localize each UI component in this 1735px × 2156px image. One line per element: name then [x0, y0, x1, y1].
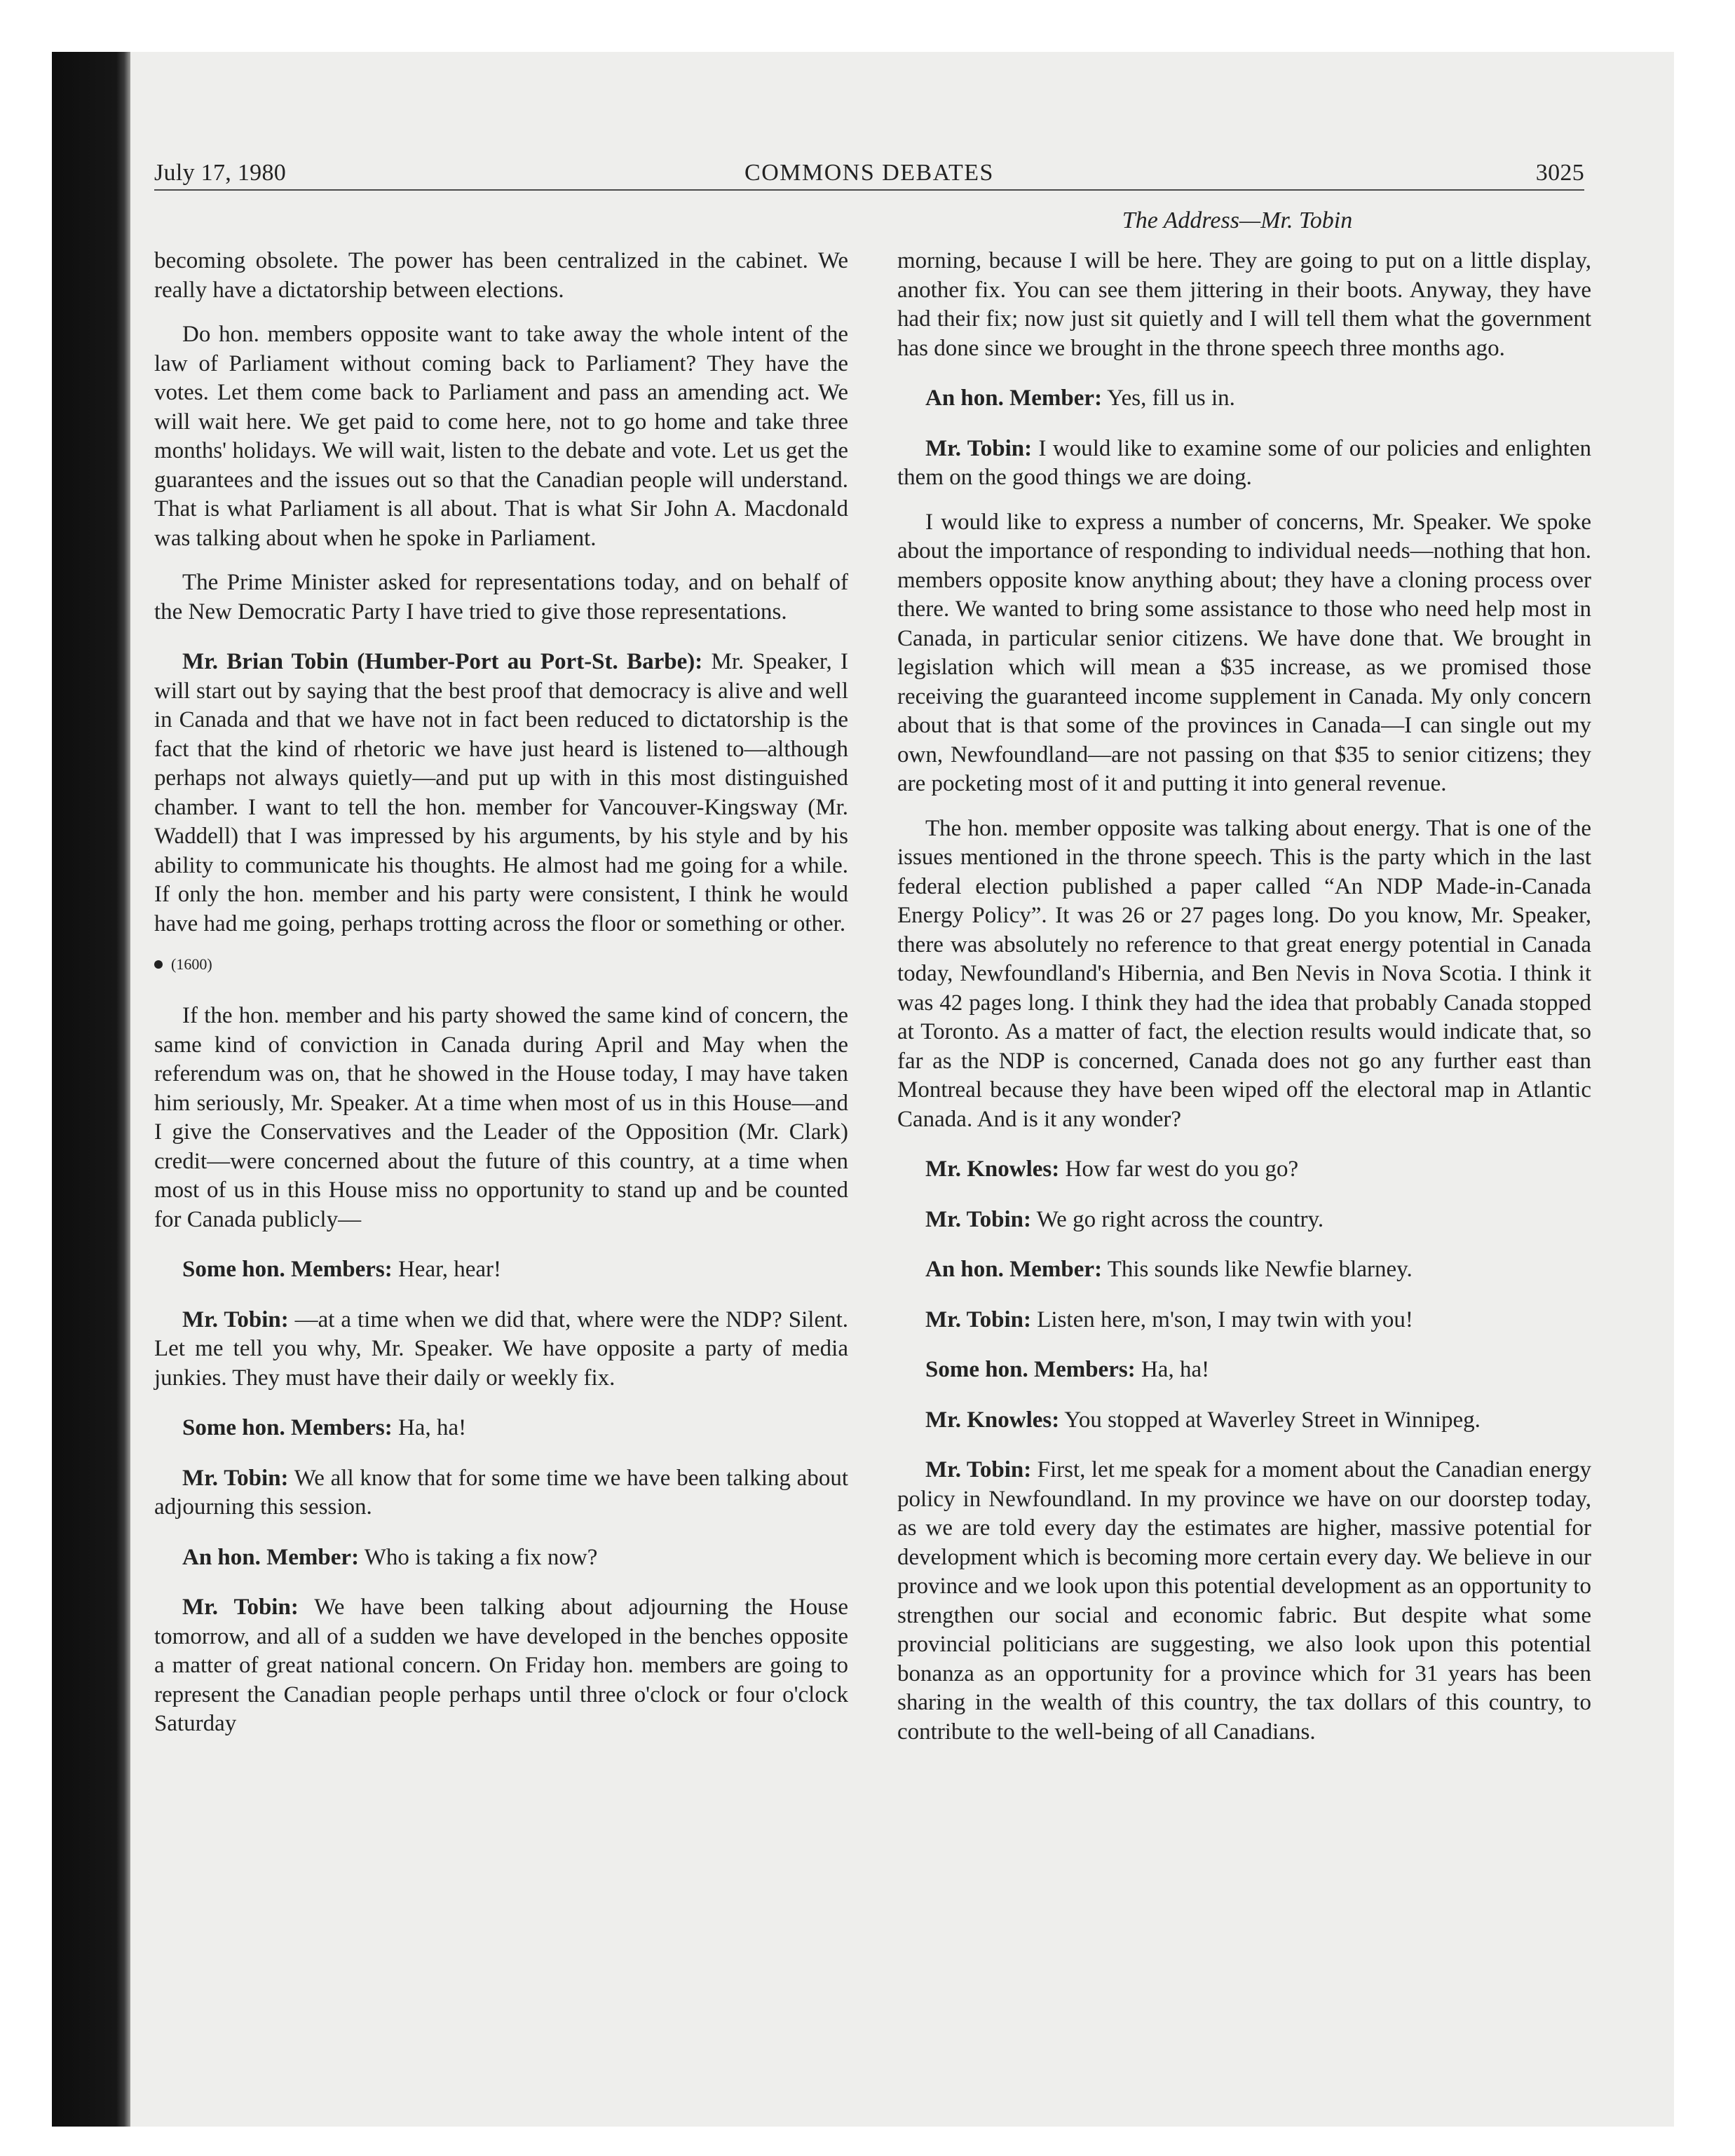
- scanned-page: [52, 52, 1674, 2127]
- speaker-name: Some hon. Members:: [182, 1415, 393, 1440]
- header-title: COMMONS DEBATES: [744, 160, 994, 186]
- speech-text: Ha, ha!: [392, 1415, 467, 1440]
- speech-paragraph: [897, 1206, 1591, 1235]
- speech-paragraph: [897, 1306, 1591, 1335]
- speech-paragraph: [154, 1306, 848, 1393]
- speaker-name: Some hon. Members:: [182, 1257, 393, 1282]
- speech-text: I would like to examine some of our policies and enlighten them on the good things we are doing.: [897, 435, 1591, 490]
- speech-paragraph: [154, 648, 848, 939]
- time-marker: [154, 954, 848, 975]
- speech-paragraph: [154, 1414, 848, 1443]
- speech-text: We have been talking about adjourning the House tomorrow, and all of a sudden we have developed in the benches opposite a matter of great national concern. On Friday hon. members are going to represent the Canadian people perhaps until three o'clock or four o'clock Saturday: [154, 1595, 848, 1736]
- speech-text: Listen here, m'son, I may twin with you!: [1031, 1306, 1413, 1332]
- speaker-name: Mr. Tobin:: [182, 1465, 289, 1491]
- speaker-name: Mr. Tobin:: [925, 1457, 1032, 1482]
- speech-paragraph: [897, 1456, 1591, 1747]
- speech-text: This sounds like Newfie blarney.: [1102, 1257, 1413, 1282]
- speech-text: Who is taking a fix now?: [359, 1544, 598, 1570]
- time-marker-label: (1600): [171, 955, 212, 973]
- speech-text: How far west do you go?: [1059, 1157, 1299, 1182]
- speaker-name: Mr. Knowles:: [925, 1157, 1060, 1182]
- speaker-name: Mr. Tobin:: [182, 1595, 299, 1620]
- speech-text: Hear, hear!: [392, 1257, 502, 1282]
- speech-text: Mr. Speaker, I will start out by saying that the best proof that democracy is alive and well in Canada and that we have not in fact been reduced to dictatorship is the fact that the kind of rhetoric we have just heard is listened to—although perhaps not always quietly—and put up with in this most distinguished chamber. I want to tell the hon. member for Vancouver-Kingsway (Mr. Waddell) that I was impressed by his arguments, by his style and by his ability to communicate his thoughts. He almost had me going for a while. If only the hon. member and his party were consistent, I think he would have had me going, perhaps trotting across the floor or something or other.: [154, 649, 848, 936]
- speaker-name: An hon. Member:: [925, 1257, 1103, 1282]
- speech-paragraph: [154, 1255, 848, 1285]
- header-page-number: 3025: [1535, 160, 1584, 186]
- section-subhead: The Address—Mr. Tobin: [1122, 207, 1353, 233]
- header-date: July 17, 1980: [154, 160, 287, 186]
- speech-paragraph: [897, 435, 1591, 493]
- speech-paragraph: [154, 1593, 848, 1739]
- speech-paragraph: [897, 1356, 1591, 1385]
- paragraph: morning, because I will be here. They are going to put on a little display, another fix. You can see them jittering in their boots. Anyway, they have had their fix; now just sit quietly and I will tell them what the government has done since we brought in the throne speech three months ago.: [897, 248, 1591, 361]
- paragraph: Do hon. members opposite want to take away the whole intent of the law of Parliament without coming back to Parliament? They have the votes. Let them come back to Parliament and pass an amending act. We will wait here. We get paid to come here, not to go home and take three months' holidays. We will wait, listen to the debate and vote. Let us get the guarantees and the issues out so that the Canadian people will understand. That is what Parliament is all about. That is what Sir John A. Macdonald was talking about when he spoke in Parliament.: [154, 322, 848, 551]
- speech-paragraph: [897, 384, 1591, 414]
- speech-text: You stopped at Waverley Street in Winnipeg.: [1059, 1407, 1481, 1433]
- speech-paragraph: [154, 1464, 848, 1522]
- speaker-name: An hon. Member:: [182, 1544, 360, 1570]
- bullet-icon: [154, 960, 163, 969]
- speech-text: Ha, ha!: [1135, 1357, 1210, 1382]
- paragraph: I would like to express a number of concerns, Mr. Speaker. We spoke about the importance of responding to individual needs—nothing that hon. members opposite know anything about; they have a cloning process over there. We wanted to bring some assistance to those who need help most in Canada, in particular senior citizens. We have done that. We brought in legislation which will mean a $35 increase, as we promised those receiving the guaranteed income supplement in Canada. My only concern about that is that some of the provinces in Canada—I can single out my own, Newfoundland—are not passing on that $35 to senior citizens; they are pocketing most of it and putting it into general revenue.: [897, 509, 1591, 796]
- right-column: [897, 247, 1591, 1762]
- paragraph: becoming obsolete. The power has been centralized in the cabinet. We really have a dictatorship between elections.: [154, 248, 848, 303]
- paragraph: The hon. member opposite was talking about energy. That is one of the issues mentioned in the throne speech. This is the party which in the last federal election published a paper called “An NDP Made-in-Canada Energy Policy”. It was 26 or 27 pages long. Do you know, Mr. Speaker, there was absolutely no reference to that great energy potential in Canada today, Newfoundland's Hibernia, and Ben Nevis in Nova Scotia. I think it was 42 pages long. I think they had the idea that probably Canada stopped at Toronto. As a matter of fact, the election results would indicate that, so far as the NDP is concerned, Canada does not go any further east than Montreal because they have been wiped off the electoral map in Atlantic Canada. And is it any wonder?: [897, 815, 1591, 1132]
- speech-paragraph: [154, 1543, 848, 1573]
- speech-text: We all know that for some time we have been talking about adjourning this session.: [154, 1465, 848, 1520]
- speech-text: —at a time when we did that, where were the NDP? Silent. Let me tell you why, Mr. Speaker. We have opposite a party of media junkies. They must have their daily or weekly fix.: [154, 1306, 849, 1391]
- speech-text: We go right across the country.: [1031, 1206, 1324, 1232]
- speech-text: First, let me speak for a moment about the Canadian energy policy in Newfoundland. In my province we have on our doorstep today, as we are told every day the estimates are higher, massive potential for development which is becoming more certain every day. We believe in our province and we look upon this potential development as an opportunity to strengthen our social and economic fabric. But despite what some provincial politicians are suggesting, we also look upon this potential bonanza as an opportunity for a province which for 31 years has been sharing in the wealth of this country, the tax dollars of this country, to contribute to the well-being of all Canadians.: [897, 1457, 1591, 1745]
- speech-paragraph: [897, 1155, 1591, 1185]
- speaker-name: Mr. Tobin:: [925, 1206, 1032, 1232]
- speaker-name: Some hon. Members:: [925, 1357, 1136, 1382]
- speaker-name: Mr. Tobin:: [182, 1306, 289, 1332]
- speaker-name: Mr. Tobin:: [925, 1306, 1032, 1332]
- paragraph: The Prime Minister asked for representations today, and on behalf of the New Democratic Party I have tried to give those representations.: [154, 570, 848, 625]
- scan-border: [52, 52, 130, 2127]
- speech-paragraph: [897, 1406, 1591, 1435]
- speech-paragraph: [897, 1255, 1591, 1285]
- speaker-name: Mr. Knowles:: [925, 1407, 1060, 1433]
- speaker-name: Mr. Brian Tobin (Humber-Port au Port-St. Barbe):: [182, 649, 703, 674]
- running-header: [154, 157, 1584, 191]
- paragraph: If the hon. member and his party showed the same kind of concern, the same kind of conviction in Canada during April and May when the referendum was on, that he showed in the House today, I may have taken him seriously, Mr. Speaker. At a time when most of us in this House—and I give the Conservatives and the Leader of the Opposition (Mr. Clark) credit—were concerned about the future of this country, at a time when most of us in this House miss no opportunity to stand up and be counted for Canada publicly—: [154, 1003, 848, 1232]
- left-column: [154, 247, 848, 1754]
- speech-text: Yes, fill us in.: [1102, 386, 1235, 411]
- speaker-name: Mr. Tobin:: [925, 435, 1033, 461]
- speaker-name: An hon. Member:: [925, 386, 1103, 411]
